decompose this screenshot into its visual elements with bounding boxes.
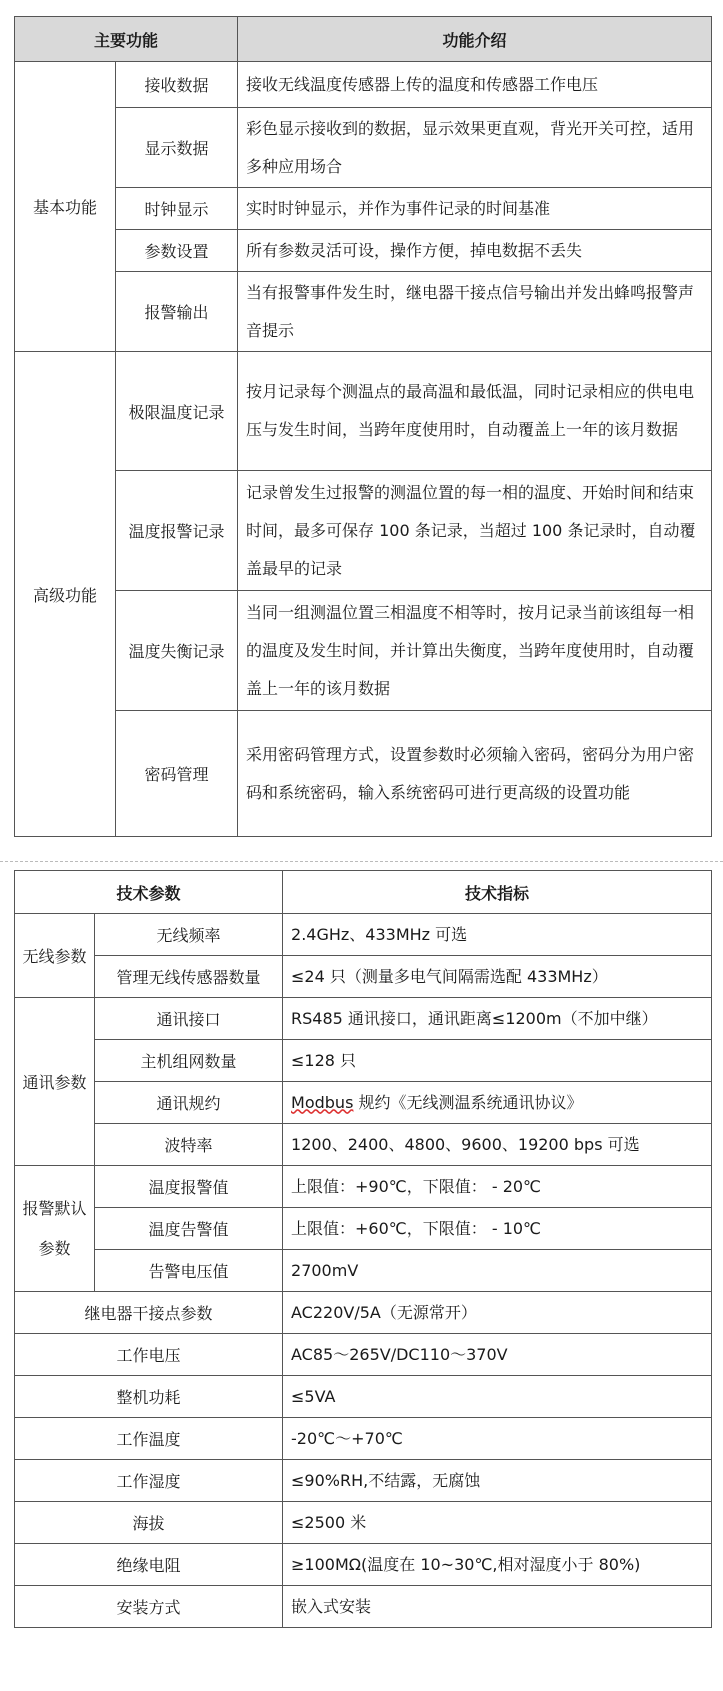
table-row (15, 471, 712, 591)
group-label-wireless: 无线参数 (15, 914, 95, 998)
table-row (15, 998, 712, 1040)
function-desc: 当同一组测温位置三相温度不相等时，按月记录当前该组每一相的温度及发生时间，并计算出失衡度，当跨年度使用时，自动覆盖上一年的该月数据 (238, 591, 712, 711)
spec-item: 温度告警值 (95, 1208, 283, 1250)
function-desc: 当有报警事件发生时，继电器干接点信号输出并发出蜂鸣报警声音提示 (238, 272, 712, 352)
spec-value-text: 规约《无线测温系统通讯协议》 (353, 1092, 583, 1112)
function-item: 显示数据 (116, 108, 238, 188)
spec-item: 通讯规约 (95, 1082, 283, 1124)
table-row (15, 1250, 712, 1292)
spec-value: 2700mV (283, 1250, 712, 1292)
spec-item: 温度报警值 (95, 1166, 283, 1208)
table-row (15, 188, 712, 230)
table-row (15, 108, 712, 188)
table-row (15, 352, 712, 471)
table-row (15, 1460, 712, 1502)
spec-item: 绝缘电阻 (15, 1544, 283, 1586)
spec-item: 安装方式 (15, 1586, 283, 1628)
spec-value: 上限值：+60℃，下限值： - 10℃ (283, 1208, 712, 1250)
spec-value: 上限值：+90℃，下限值： - 20℃ (283, 1166, 712, 1208)
table-row (15, 711, 712, 837)
spec-table (14, 870, 712, 1628)
table-header-row (15, 871, 712, 914)
spec-value: ≤5VA (283, 1376, 712, 1418)
table-row (15, 1292, 712, 1334)
spec-value: 2.4GHz、433MHz 可选 (283, 914, 712, 956)
function-item: 报警输出 (116, 272, 238, 352)
function-desc: 彩色显示接收到的数据，显示效果更直观，背光开关可控，适用多种应用场合 (238, 108, 712, 188)
function-item: 密码管理 (116, 711, 238, 837)
spec-item: 工作电压 (15, 1334, 283, 1376)
table-row (15, 1040, 712, 1082)
spec-item: 波特率 (95, 1124, 283, 1166)
spec-value: ≥100MΩ(温度在 10~30℃,相对湿度小于 80%) (283, 1544, 712, 1586)
table-row (15, 1544, 712, 1586)
spec-value: 嵌入式安装 (283, 1586, 712, 1628)
spec-value: -20℃～+70℃ (283, 1418, 712, 1460)
table-header-row (15, 17, 712, 62)
spec-value (283, 1082, 712, 1124)
spec-item: 无线频率 (95, 914, 283, 956)
table-row (15, 1334, 712, 1376)
spell-check-word: Modbus (291, 1092, 354, 1112)
function-desc: 记录曾发生过报警的测温位置的每一相的温度、开始时间和结束时间，最多可保存 100 条记录，当超过 100 条记录时，自动覆盖最早的记录 (238, 471, 712, 591)
function-item: 接收数据 (116, 62, 238, 108)
spec-item: 海拔 (15, 1502, 283, 1544)
spec-item: 工作温度 (15, 1418, 283, 1460)
table-row (15, 1418, 712, 1460)
table-row (15, 272, 712, 352)
function-item: 极限温度记录 (116, 352, 238, 471)
group-label-alarm: 报警默认参数 (15, 1166, 95, 1292)
function-desc: 采用密码管理方式，设置参数时必须输入密码，密码分为用户密码和系统密码，输入系统密码可进行更高级的设置功能 (238, 711, 712, 837)
table-row (15, 1502, 712, 1544)
spec-value: 1200、2400、4800、9600、19200 bps 可选 (283, 1124, 712, 1166)
table-row (15, 1376, 712, 1418)
table-row (15, 62, 712, 108)
spec-item: 工作湿度 (15, 1460, 283, 1502)
table-row (15, 230, 712, 272)
table-row (15, 914, 712, 956)
function-item: 时钟显示 (116, 188, 238, 230)
table-row (15, 956, 712, 998)
spec-value: ≤2500 米 (283, 1502, 712, 1544)
function-table (14, 16, 712, 837)
table-row (15, 1586, 712, 1628)
function-desc: 实时时钟显示，并作为事件记录的时间基准 (238, 188, 712, 230)
spec-value: ≤128 只 (283, 1040, 712, 1082)
function-desc: 所有参数灵活可设，操作方便，掉电数据不丢失 (238, 230, 712, 272)
spec-item: 管理无线传感器数量 (95, 956, 283, 998)
header-function-intro: 功能介绍 (238, 17, 712, 62)
table-row (15, 1208, 712, 1250)
spec-value: RS485 通讯接口，通讯距离≤1200m（不加中继） (283, 998, 712, 1040)
function-desc: 按月记录每个测温点的最高温和最低温，同时记录相应的供电电压与发生时间，当跨年度使用时，自动覆盖上一年的该月数据 (238, 352, 712, 471)
function-item: 温度报警记录 (116, 471, 238, 591)
function-item: 温度失衡记录 (116, 591, 238, 711)
group-label-advanced: 高级功能 (15, 352, 116, 837)
function-item: 参数设置 (116, 230, 238, 272)
spec-value: ≤24 只（测量多电气间隔需选配 433MHz） (283, 956, 712, 998)
spec-item: 通讯接口 (95, 998, 283, 1040)
header-main-function: 主要功能 (15, 17, 238, 62)
header-tech-specs: 技术指标 (283, 871, 712, 914)
spec-value: AC85～265V/DC110～370V (283, 1334, 712, 1376)
group-label-comm: 通讯参数 (15, 998, 95, 1166)
page-separator (0, 858, 723, 864)
spec-value: ≤90%RH,不结露，无腐蚀 (283, 1460, 712, 1502)
spec-item: 主机组网数量 (95, 1040, 283, 1082)
header-tech-params: 技术参数 (15, 871, 283, 914)
table-row (15, 1082, 712, 1124)
spec-value: AC220V/5A（无源常开） (283, 1292, 712, 1334)
group-label-basic: 基本功能 (15, 62, 116, 352)
table-row (15, 591, 712, 711)
table-row (15, 1124, 712, 1166)
function-desc: 接收无线温度传感器上传的温度和传感器工作电压 (238, 62, 712, 108)
spec-item: 整机功耗 (15, 1376, 283, 1418)
table-row (15, 1166, 712, 1208)
spec-item: 告警电压值 (95, 1250, 283, 1292)
spec-item: 继电器干接点参数 (15, 1292, 283, 1334)
